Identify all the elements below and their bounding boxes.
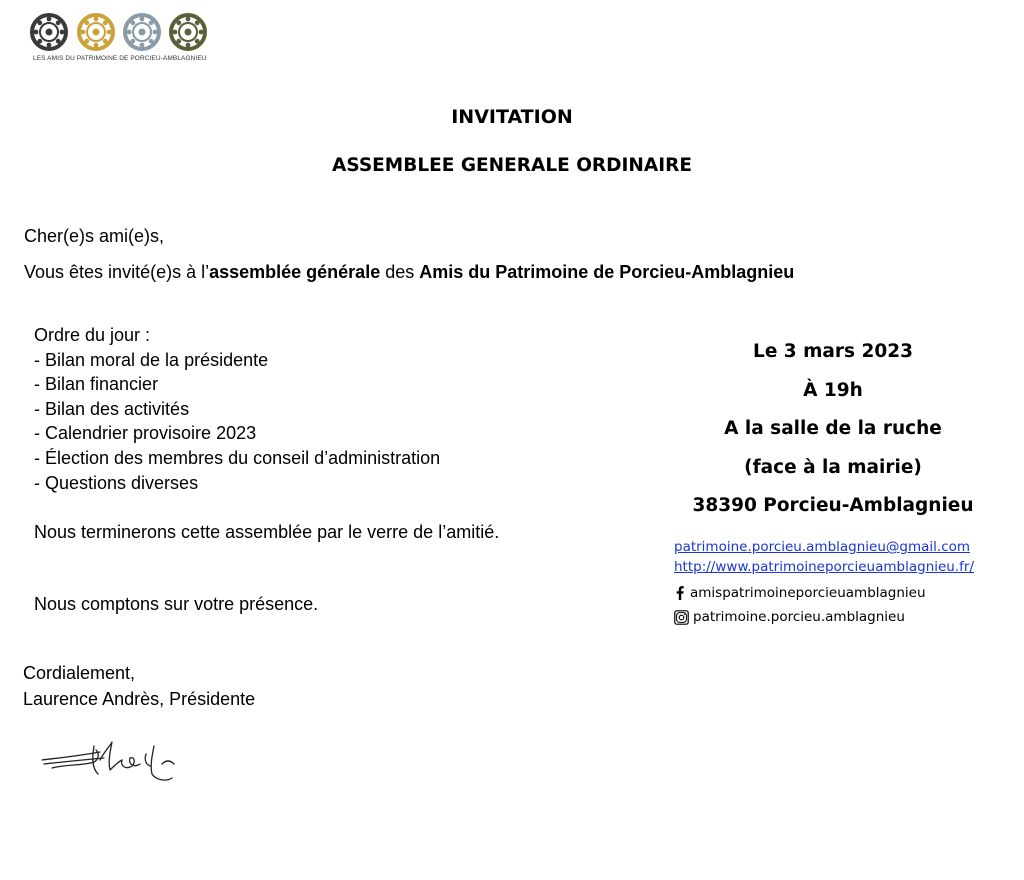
handwritten-signature <box>38 738 198 794</box>
signoff <box>23 660 255 712</box>
logo-ring <box>79 15 113 49</box>
logo-ring <box>125 15 159 49</box>
agenda-item: - Bilan des activités <box>34 398 190 419</box>
intro-text-1: Vous êtes invité(e)s à l’ <box>24 262 210 282</box>
intro-paragraph <box>24 262 794 283</box>
logo-caption: LES AMIS DU PATRIMOINE DE PORCIEU-AMBLAGNIEU <box>33 55 207 62</box>
agenda-item: - Élection des membres du conseil d’administration <box>34 447 441 468</box>
agenda-item: - Calendrier provisoire 2023 <box>34 423 257 444</box>
signatory: Laurence Andrès, Présidente <box>23 689 256 709</box>
contacts <box>674 537 974 627</box>
website-link[interactable]: http://www.patrimoineporcieuamblagnieu.fr/ <box>674 559 975 575</box>
event-time: À 19h <box>803 379 863 401</box>
intro-text-2: des <box>380 262 420 282</box>
event-place-note: (face à la mairie) <box>744 456 922 478</box>
agenda <box>34 323 440 495</box>
facebook-row <box>674 583 974 603</box>
agenda-item: - Bilan financier <box>34 374 159 395</box>
agenda-item: - Questions diverses <box>34 472 199 493</box>
agenda-heading: Ordre du jour : <box>34 325 151 345</box>
email-link[interactable]: patrimoine.porcieu.amblagnieu@gmail.com <box>674 539 971 555</box>
facebook-handle: amispatrimoineporcieuamblagnieu <box>690 585 926 601</box>
instagram-handle: patrimoine.porcieu.amblagnieu <box>693 609 905 625</box>
closing-note: Nous terminerons cette assemblée par le verre de l’amitié. <box>34 522 500 542</box>
page-subtitle: ASSEMBLEE GENERALE ORDINAIRE <box>332 155 692 176</box>
logo-ring <box>32 15 66 49</box>
event-date: Le 3 mars 2023 <box>753 341 913 362</box>
instagram-row <box>674 607 974 627</box>
greeting: Cher(e)s ami(e)s, <box>24 226 165 246</box>
event-place: A la salle de la ruche <box>724 418 942 440</box>
agenda-item: - Bilan moral de la présidente <box>34 349 269 370</box>
salutation: Cordialement, <box>23 663 136 683</box>
instagram-icon <box>674 610 689 625</box>
event-details <box>658 333 1008 526</box>
intro-bold-2: Amis du Patrimoine de Porcieu-Amblagnieu <box>419 262 795 282</box>
closing-presence: Nous comptons sur votre présence. <box>34 594 319 614</box>
page-title: INVITATION <box>451 106 573 128</box>
event-city: 38390 Porcieu-Amblagnieu <box>692 495 974 517</box>
facebook-icon <box>674 586 686 600</box>
intro-bold-1: assemblée générale <box>209 262 381 282</box>
logo-ring <box>171 15 205 49</box>
